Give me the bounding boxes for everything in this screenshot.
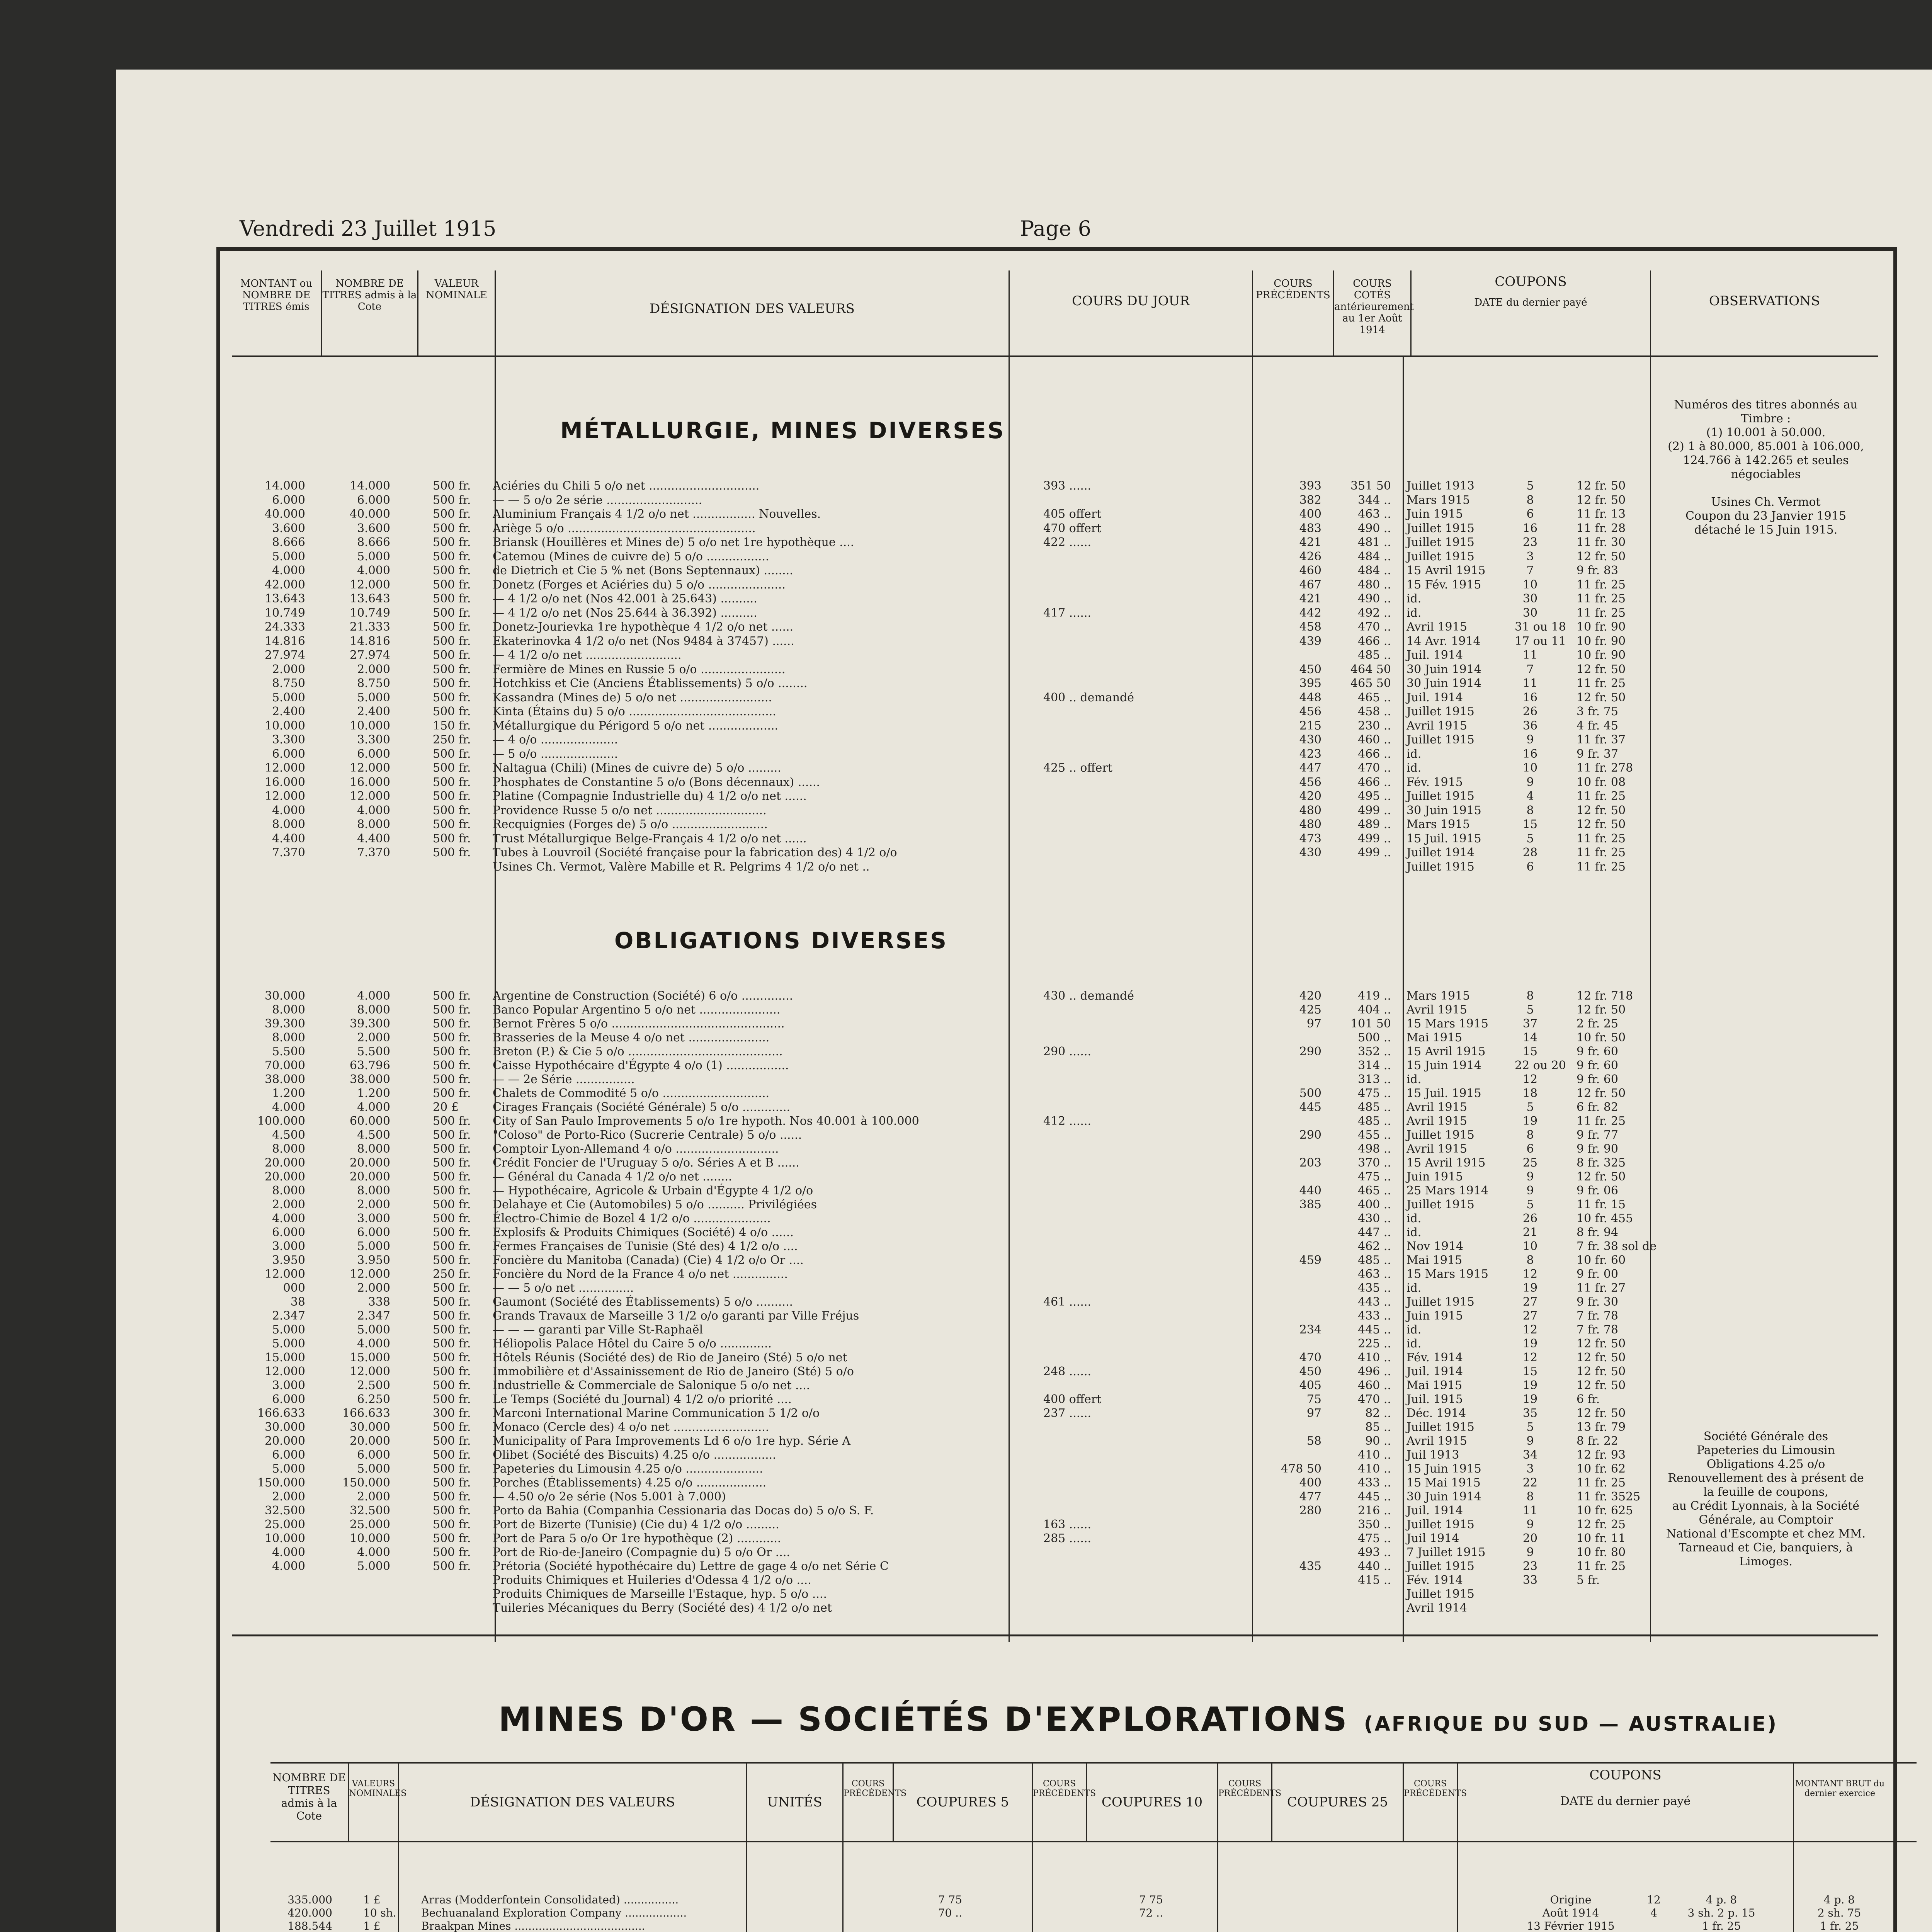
mines-header-coupons: COUPONS DATE du dernier payé [1457,1764,1793,1841]
obligations-nums: 8 5 37 14 15 22 ou 12 18 5 19 8 6 25 9 9 5 26 21 10 8 12 19 27 27 12 19 12 15 19 19 35 5 9 34 3 22 8 11 9 20 9 23 33 [1515,989,1548,1587]
section-title-metallurgie: MÉTALLURGIE, MINES DIVERSES [560,417,1005,444]
mines-rule-4 [1032,1839,1033,1932]
section-title-mines-or: MINES D'OR — SOCIÉTÉS D'EXPLORATIONS (AFRIQUE DU SUD — AUSTRALIE) [498,1700,1778,1739]
section-title-obligations: OBLIGATIONS DIVERSES [614,927,948,954]
mines-valeurs: 1 £ 10 sh. 1 £ [363,1893,396,1932]
mines-header-valeurs: VALEURS NOMINALES [348,1764,398,1841]
mines-nets: 4 p. 8 3 sh. 2 p. 15 1 fr. 25 [1687,1893,1755,1932]
mines-cotes: 7 75 72 .. [1139,1893,1163,1919]
header-page-number: Page 6 [1020,216,1092,241]
mines-rule-3 [842,1839,844,1932]
header-date: Vendredi 23 Juillet 1915 [240,216,497,241]
obligations-dates: Mars 1915 Avril 1915 15 Mars 1915 Mai 1915 15 Avril 1915 15 Juin 1914 id. 15 Juil. 1915 Avril 1915 Avril 1915 Juillet 1915 Avril 1915 15 Avril 1915 Juin 1915 25 Mars 1914 Juillet 1915 id. id. Nov 1914 Mai 1915 15 Mars 1915 id. Juillet 1915 Juin 1915 id. id. Fév. 1914 Juil. 1914 Mai 1915 Juil. 1915 Déc. 1914 Juillet 1915 Avril 1915 Juil 1913 15 Juin 1915 15 Mai 1915 30 Juin 1914 Juil. 1914 Juillet 1915 Juil 1914 7 Juillet 1915 Juillet 1915 Fév. 1914 Juillet 1915 Avril 1914 [1406,989,1488,1615]
mines-bruts: 4 p. 8 2 sh. 75 1 fr. 25 [1817,1893,1861,1932]
col-header-coupons: COUPONS DATE du dernier payé [1410,270,1650,355]
col-header-cours-cotes: COURS COTÉS antérieurement au 1er Août 1914 [1333,270,1410,355]
mines-header-coupures25: COUPURES 25 [1271,1764,1403,1841]
mines-precedents: 7 75 70 .. [938,1893,962,1919]
obligations-admis: 4.000 8.000 39.300 2.000 5.500 63.796 38.000 1.200 4.000 60.000 4.500 8.000 20.000 20.000 8.000 2.000 3.000 6.000 5.000 3.950 12.000 2.000 338 2.347 5.000 4.000 15.000 12.000 2.500 6.250 166.633 30.000 20.000 6.000 5.000 150.000 2.000 32.500 25.000 10.000 4.000 5.000 [342,989,390,1573]
mines-names: Arras (Modderfontein Consolidated) ................ Bechuanaland Exploration Company .................. Braakpan Mines ...................................... [421,1893,687,1932]
mines-header-brut: MONTANT BRUT du dernier exercice [1793,1764,1886,1841]
col-header-cours-precedents: COURS PRÉCÉDENTS [1252,270,1333,355]
section-divider [232,1634,1878,1636]
mines-rule-5 [1217,1839,1218,1932]
metallurgie-valeurs: 500 fr. 500 fr. 500 fr. 500 fr. 500 fr. 500 fr. 500 fr. 500 fr. 500 fr. 500 fr. 500 fr. 500 fr. 500 fr. 500 fr. 500 fr. 500 fr. 500 fr. 150 fr. 250 fr. 500 fr. 500 fr. 500 fr. 500 fr. 500 fr. 500 fr. 500 fr. 500 fr. [433,479,471,859]
metallurgie-nums: 5 8 6 16 23 3 7 10 30 30 31 ou 17 ou 11 7 11 16 26 36 9 16 10 9 4 8 15 5 28 6 [1515,479,1548,874]
mines-table-header [270,1762,1917,1842]
metallurgie-cotes: 351 50 344 .. 463 .. 490 .. 481 .. 484 .. 484 .. 480 .. 490 .. 492 .. 470 .. 466 .. 485 .. 464 50 465 50 465 .. 458 .. 230 .. 460 .. 466 .. 470 .. 466 .. 495 .. 499 .. 489 .. 499 .. 499 .. [1350,479,1391,859]
mines-counts: 335.000 420.000 188.544 [287,1893,332,1932]
mines-rule-7 [1793,1839,1794,1932]
obligations-cours-jour: 430 .. demandé 290 ...... 412 ...... 461 ...... 248 ...... 400 offert 237 ...... 163 ...... 285 ...... [1043,989,1134,1545]
metallurgie-cours-jour: 393 ...... 405 offert 470 offert 422 ...... 417 ...... 400 .. demandé 425 .. offert [1043,479,1134,775]
mines-header-designation: DÉSIGNATION DES VALEURS [398,1764,746,1841]
col-header-montant: MONTANT ou NOMBRE DE TITRES émis [240,278,313,313]
mines-dates: Origine Août 1914 13 Février 1915 [1527,1893,1615,1932]
obligations-counts: 30.000 8.000 39.300 8.000 5.500 70.000 38.000 1.200 4.000 100.000 4.500 8.000 20.000 20.000 8.000 2.000 4.000 6.000 3.000 3.950 12.000 000 38 2.347 5.000 5.000 15.000 12.000 3.000 6.000 166.633 30.000 20.000 6.000 5.000 150.000 2.000 32.500 25.000 10.000 4.000 4.000 [257,989,305,1573]
mines-rule-6 [1457,1839,1458,1932]
obligations-precedents: 420 425 97 290 500 445 290 203 440 385 459 234 470 450 405 75 97 58 478 50 400 477 280 435 [1281,989,1321,1573]
mines-header-unites: UNITÉS [746,1764,842,1841]
col-header-cours-jour: COURS DU JOUR [1009,270,1252,355]
rule-cotes [1403,355,1404,1642]
metallurgie-names: Aciéries du Chili 5 o/o net .............................. — — 5 o/o 2e série .......................... Aluminium Français 4 1/2 o/o net ................. Nouvelles. Ariège 5 o/o ................................................... Briansk (Houillères et Mines de) 5 o/o net 1re hypothèque .... Catemou (Mines de cuivre de) 5 o/o ................. de Dietrich et Cie 5 % net (Bons Septennaux) ........ Donetz (Forges et Aciéries du) 5 o/o ..................... — 4 1/2 o/o net (Nos 42.001 à 25.643) .......... — 4 1/2 o/o net (Nos 25.644 à 36.392) .......... Donetz-Jourievka 1re hypothèque 4 1/2 o/o net ...... Ekaterinovka 4 1/2 o/o net (Nos 9484 à 37457) ...... — 4 1/2 o/o net .......................... Fermière de Mines en Russie 5 o/o ....................... Hotchkiss et Cie (Anciens Établissements) 5 o/o ........ Kassandra (Mines de) 5 o/o net ......................... Kinta (Étains du) 5 o/o ........................................ Métallurgique du Périgord 5 o/o net ................... — 4 o/o ..................... — 5 o/o ..................... Naltagua (Chili) (Mines de cuivre de) 5 o/o ......... Phosphates de Constantine 5 o/o (Bons décennaux) ...... Platine (Compagnie Industrielle du) 4 1/2 o/o net ...... Providence Russe 5 o/o net .............................. Recquignies (Forges de) 5 o/o .......................... Trust Métallurgique Belge-Français 4 1/2 o/o net ...... Tubes à Louvroil (Société française pour la fabrication des) 4 1/2 o/o Usines Ch. Vermot, Valère Mabille et R. Pelgrims 4 1/2 o/o net .. [493,479,897,874]
obligations-valeurs: 500 fr. 500 fr. 500 fr. 500 fr. 500 fr. 500 fr. 500 fr. 500 fr. 20 £ 500 fr. 500 fr. 500 fr. 500 fr. 500 fr. 500 fr. 500 fr. 500 fr. 500 fr. 500 fr. 500 fr. 250 fr. 500 fr. 500 fr. 500 fr. 500 fr. 500 fr. 500 fr. 500 fr. 500 fr. 500 fr. 300 fr. 500 fr. 500 fr. 500 fr. 500 fr. 500 fr. 500 fr. 500 fr. 500 fr. 500 fr. 500 fr. 500 fr. [433,989,471,1573]
col-header-valeur: VALEUR NOMINALE [417,270,495,355]
rule-cours-jour [1252,355,1253,1642]
col-header-designation: DÉSIGNATION DES VALEURS [495,270,1009,355]
mines-header-cours-prec: COURS PRÉCÉDENTS [842,1764,893,1841]
col-header-observations: OBSERVATIONS [1650,270,1878,355]
metallurgie-admis: 14.000 6.000 40.000 3.600 8.666 5.000 4.000 12.000 13.643 10.749 21.333 14.816 27.974 2.000 8.750 5.000 2.400 10.000 3.300 6.000 12.000 16.000 12.000 4.000 8.000 4.400 7.370 [350,479,390,859]
mines-header-coupures10: COUPURES 10 [1086,1764,1217,1841]
table-header [232,270,1878,357]
obligations-cotes: 419 .. 404 .. 101 50 500 .. 352 .. 314 .. 313 .. 475 .. 485 .. 485 .. 455 .. 498 .. 370 .. 475 .. 465 .. 400 .. 430 .. 447 .. 462 .. 485 .. 463 .. 435 .. 443 .. 433 .. 445 .. 225 .. 410 .. 496 .. 460 .. 470 .. 82 .. 85 .. 90 .. 410 .. 410 .. 433 .. 445 .. 216 .. 350 .. 475 .. 493 .. 440 .. 415 .. [1350,989,1391,1587]
page-header [240,216,1932,251]
metallurgie-dates: Juillet 1913 Mars 1915 Juin 1915 Juillet 1915 Juillet 1915 Juillet 1915 15 Avril 1915 15 Fév. 1915 id. id. Avril 1915 14 Avr. 1914 Juil. 1914 30 Juin 1914 30 Juin 1914 Juil. 1914 Juillet 1915 Avril 1915 Juillet 1915 id. id. Fév. 1915 Juillet 1915 30 Juin 1915 Mars 1915 15 Juil. 1915 Juillet 1914 Juillet 1915 [1406,479,1486,874]
observations-obligations: Société Générale des Papeteries du Limousin Obligations 4.25 o/o Renouvellement des à présent de la feuille de coupons, au Crédit Lyonnais, à la Société Générale, au Comptoir National d'Escompte et chez MM. Tarneaud et Cie, banquiers, à Limoges. [1666,1430,1866,1568]
mines-header-coupures5: COUPURES 5 [893,1764,1032,1841]
metallurgie-nets: 12 fr. 50 12 fr. 50 11 fr. 13 11 fr. 28 11 fr. 30 12 fr. 50 9 fr. 83 11 fr. 25 11 fr. 25 11 fr. 25 10 fr. 90 10 fr. 90 10 fr. 90 12 fr. 50 11 fr. 25 12 fr. 50 3 fr. 75 4 fr. 45 11 fr. 37 9 fr. 37 11 fr. 278 10 fr. 08 11 fr. 25 12 fr. 50 12 fr. 50 11 fr. 25 11 fr. 25 11 fr. 25 [1577,479,1633,874]
col-header-nombre: NOMBRE DE TITRES admis à la Cote [321,270,417,355]
observations-metallurgie: Numéros des titres abonnés au Timbre : (1) 10.001 à 50.000. (2) 1 à 80.000, 85.001 à 106.000, 124.766 à 142.265 et seules négociables Usines Ch. Vermot Coupon du 23 Janvier 1915 détaché le 15 Juin 1915. [1668,398,1864,537]
mines-nums: 12 4 [1647,1893,1661,1919]
mines-header-cours-prec-2: COURS PRÉCÉDENTS [1032,1764,1086,1841]
mines-header-cours-prec-4: COURS PRÉCÉDENTS [1403,1764,1457,1841]
mines-header-cours-prec-3: COURS PRÉCÉDENTS [1217,1764,1271,1841]
obligations-names: Argentine de Construction (Société) 6 o/o .............. Banco Popular Argentino 5 o/o net ...................... Bernot Frères 5 o/o ............................................... Brasseries de la Meuse 4 o/o net ...................... Breton (P.) & Cie 5 o/o .......................................... Caisse Hypothécaire d'Égypte 4 o/o (1) ................. — — 2e Série ................ Chalets de Commodité 5 o/o ............................. Cirages Français (Société Générale) 5 o/o ............. City of San Paulo Improvements 5 o/o 1re hypoth. Nos 40.001 à 100.000 "Coloso" de Porto-Rico (Sucrerie Centrale) 5 o/o ...... Comptoir Lyon-Allemand 4 o/o ............................ Crédit Foncier de l'Uruguay 5 o/o. Séries A et B ...... — Général du Canada 4 1/2 o/o net ........ — Hypothécaire, Agricole & Urbain d'Égypte 4 1/2 o/o Delahaye et Cie (Automobiles) 5 o/o .......... Privilégiées Électro-Chimie de Bozel 4 1/2 o/o ..................... Explosifs & Produits Chimiques (Société) 4 o/o ...... Fermes Françaises de Tunisie (Sté des) 4 1/2 o/o .... Foncière du Manitoba (Canada) (Cie) 4 1/2 o/o Or .... Foncière du Nord de la France 4 o/o net ............... — — 5 o/o net ............... Gaumont (Société des Établissements) 5 o/o .......... Grands Travaux de Marseille 3 1/2 o/o garanti par Ville Fréjus — — — garanti par Ville St-Raphaël Héliopolis Palace Hôtel du Caire 5 o/o .............. Hôtels Réunis (Société des) de Rio de Janeiro (Sté) 5 o/o net Immobilière et d'Assainissement de Rio de Janeiro (Sté) 5 o/o Industrielle & Commerciale de Salonique 5 o/o net .... Le Temps (Société du Journal) 4 1/2 o/o priorité .... Marconi International Marine Communication 5 1/2 o/o Monaco (Cercle des) 4 o/o net .......................... Municipality of Para Improvements Ld 6 o/o 1re hyp. Série A Olibet (Société des Biscuits) 4.25 o/o ................. Papeteries du Limousin 4.25 o/o ..................... Porches (Établissements) 4.25 o/o ................... — 4.50 o/o 2e série (Nos 5.001 à 7.000) Porto da Bahia (Companhia Cessionaria das Docas do) 5 o/o S. F. Port de Bizerte (Tunisie) (Cie du) 4 1/2 o/o ......... Port de Para 5 o/o Or 1re hypothèque (2) ............ Port de Rio-de-Janeiro (Compagnie du) 5 o/o Or .... Prétoria (Société hypothécaire du) Lettre de gage 4 o/o net Série C Produits Chimiques et Huileries d'Odessa 4 1/2 o/o .... Produits Chimiques de Marseille l'Estaque, hyp. 5 o/o .... Tuileries Mécaniques du Berry (Société des) 4 1/2 o/o net [493,989,919,1615]
metallurgie-precedents: 393 382 400 483 421 426 460 467 421 442 458 439 450 395 448 456 215 430 423 447 456 420 480 480 473 430 [1299,479,1321,859]
metallurgie-counts: 14.000 6.000 40.000 3.600 8.666 5.000 4.000 42.000 13.643 10.749 24.333 14.816 27.974 2.000 8.750 5.000 2.400 10.000 3.300 6.000 12.000 16.000 12.000 4.000 8.000 4.400 7.370 [265,479,305,859]
mines-header-nombre: NOMBRE DE TITRES admis à la Cote [272,1771,346,1822]
obligations-nets: 12 fr. 718 12 fr. 50 2 fr. 25 10 fr. 50 9 fr. 60 9 fr. 60 9 fr. 60 12 fr. 50 6 fr. 82 11 fr. 25 9 fr. 77 9 fr. 90 8 fr. 325 12 fr. 50 9 fr. 06 11 fr. 15 10 fr. 455 8 fr. 94 7 fr. 38 sol de 10 fr. 60 9 fr. 00 11 fr. 27 9 fr. 30 7 fr. 78 7 fr. 78 12 fr. 50 12 fr. 50 12 fr. 50 12 fr. 50 6 fr. 12 fr. 50 13 fr. 79 8 fr. 22 12 fr. 93 10 fr. 62 11 fr. 25 11 fr. 3525 10 fr. 625 12 fr. 25 10 fr. 11 10 fr. 80 11 fr. 25 5 fr. [1577,989,1657,1587]
